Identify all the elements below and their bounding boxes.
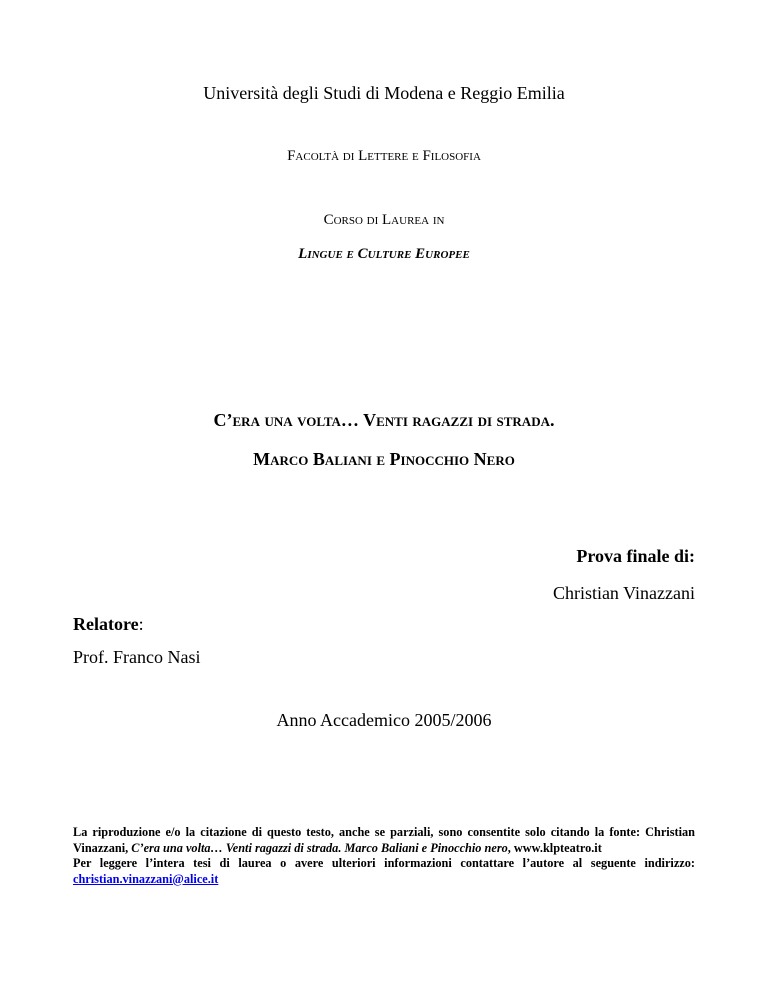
copyright-notice: [73, 825, 695, 887]
author-label: Prova finale di:: [576, 546, 695, 566]
contact-paragraph: [73, 856, 695, 887]
supervisor-label: Relatore: [73, 614, 139, 634]
citation-website: , www.klpteatro.it: [507, 840, 602, 855]
supervisor-name: Prof. Franco Nasi: [73, 647, 201, 667]
citation-paragraph: [73, 825, 695, 856]
thesis-title-line2: Marco Baliani e Pinocchio Nero: [253, 449, 515, 469]
supervisor-colon: :: [138, 614, 144, 634]
citation-work-title: C’era una volta… Venti ragazzi di strada. Marco Baliani e Pinocchio nero: [131, 840, 508, 855]
faculty-name: Facoltà di Lettere e Filosofia: [287, 148, 481, 164]
citation-text: La riproduzione e/o la citazione di questo testo, anche se parziali, sono consentite solo citando la fonte: Christian Vinazzani,: [73, 825, 695, 855]
program-name: Lingue e Culture Europee: [298, 246, 470, 262]
supervisor-label-line: [73, 614, 144, 635]
thesis-title-line1: C’era una volta… Venti ragazzi di strada.: [213, 410, 555, 430]
contact-text: Per leggere l’intera tesi di laurea o avere ulteriori informazioni contattare l’autore al seguente indirizzo:: [73, 856, 695, 870]
course-label: Corso di Laurea in: [323, 212, 445, 228]
academic-year: Anno Accademico 2005/2006: [276, 710, 492, 730]
contact-email-link[interactable]: christian.vinazzani@alice.it: [73, 871, 219, 886]
university-name: Università degli Studi di Modena e Reggio Emilia: [203, 83, 565, 103]
author-name: Christian Vinazzani: [552, 583, 695, 603]
